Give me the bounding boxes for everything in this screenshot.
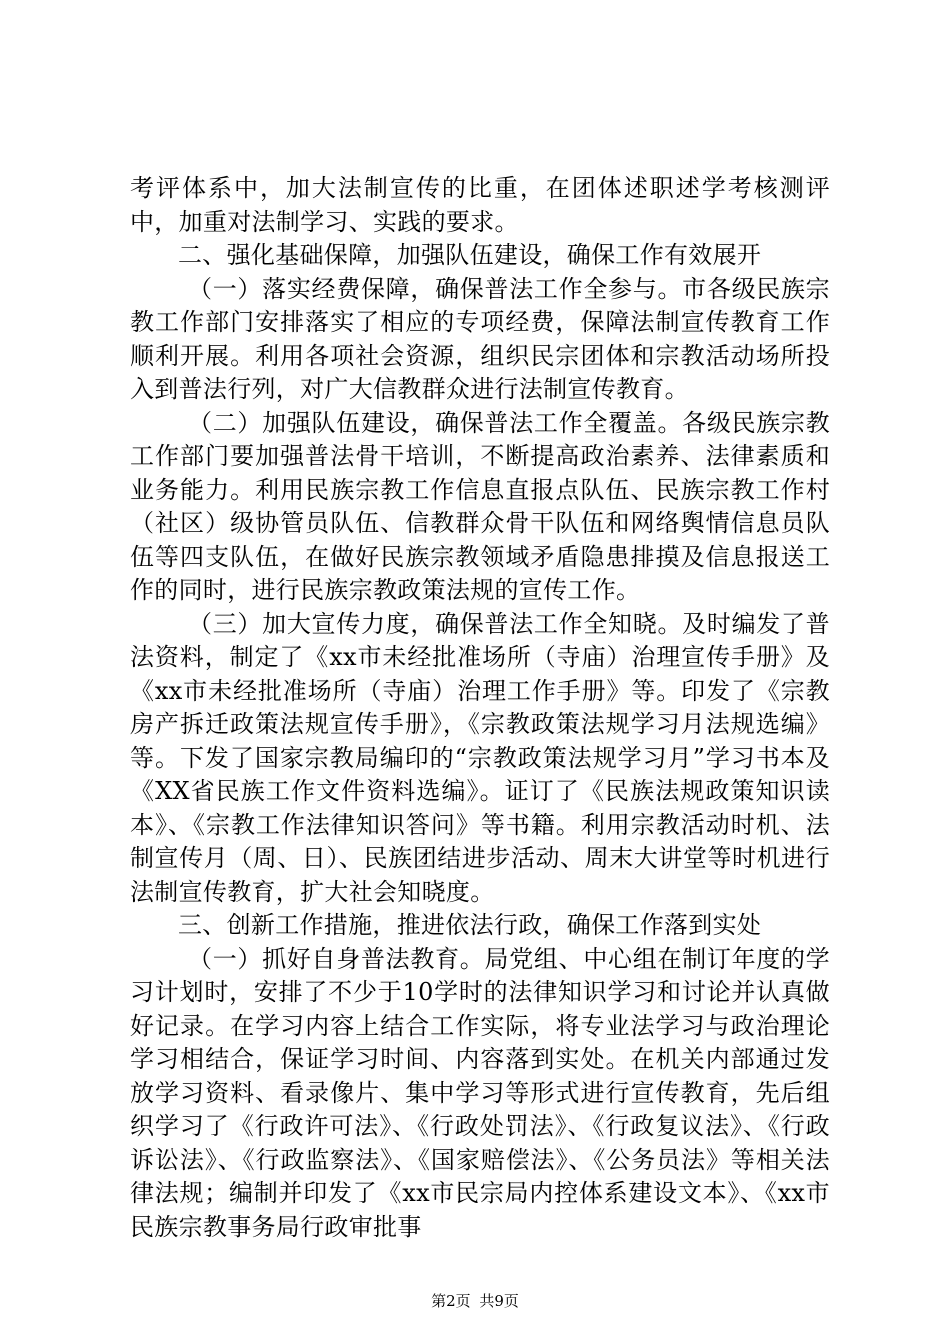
document-body bbox=[130, 172, 830, 1244]
paragraph-self-education: （一）抓好自身普法教育。局党组、中心组在制订年度的学习计划时，安排了不少于10学时的法律知识学习和讨论并认真做好记录。在学习内容上结合工作实际，将专业法学习与政治理论学习相结合，保证学习时间、内容落到实处。在机关内部通过发放学习资料、看录像片、集中学习等形式进行宣传教育，先后组织学习了《行政许可法》、《行政处罚法》、《行政复议法》、《行政诉讼法》、《行政监察法》、《国家赔偿法》、《公务员法》等相关法律法规；编制并印发了《xx市民宗局内控体系建设文本》、《xx市民族宗教事务局行政审批事 bbox=[130, 944, 830, 1241]
page-number: 第2页 bbox=[431, 1292, 471, 1310]
paragraph-funding: （一）落实经费保障，确保普法工作全参与。市各级民族宗教工作部门安排落实了相应的专项经费，保障法制宣传教育工作顺利开展。利用各项社会资源，组织民宗团体和宗教活动场所投入到普法行列，对广大信教群众进行法制宣传教育。 bbox=[130, 274, 830, 403]
paragraph-publicity: （三）加大宣传力度，确保普法工作全知晓。及时编发了普法资料，制定了《xx市未经批准场所（寺庙）治理宣传手册》及《xx市未经批准场所（寺庙）治理工作手册》等。印发了《宗教房产拆迁政策法规宣传手册》，《宗教政策法规学习月法规选编》等。下发了国家宗教局编印的“宗教政策法规学习月”学习书本及《XX省民族工作文件资料选编》。证订了《民族法规政策知识读本》、《宗教工作法律知识答问》等书籍。利用宗教活动时机、法制宣传月（周、日）、民族团结进步活动、周末大讲堂等时机进行法制宣传教育，扩大社会知晓度。 bbox=[130, 609, 830, 906]
page-total: 共9页 bbox=[479, 1292, 519, 1310]
paragraph-team-building: （二）加强队伍建设，确保普法工作全覆盖。各级民族宗教工作部门要加强普法骨干培训，不断提高政治素养、法律素质和业务能力。利用民族宗教工作信息直报点队伍、民族宗教工作村（社区）级协管员队伍、信教群众骨干队伍和网络舆情信息员队伍等四支队伍，在做好民族宗教领域矛盾隐患排摸及信息报送工作的同时，进行民族宗教政策法规的宣传工作。 bbox=[130, 408, 830, 604]
section-heading-2: 二、强化基础保障，加强队伍建设，确保工作有效展开 bbox=[178, 241, 762, 269]
paragraph-continuation: 考评体系中，加大法制宣传的比重，在团体述职述学考核测评中，加重对法制学习、实践的要求。 bbox=[130, 174, 830, 236]
section-heading-3: 三、创新工作措施，推进依法行政，确保工作落到实处 bbox=[178, 911, 762, 939]
page-footer bbox=[0, 1291, 950, 1311]
